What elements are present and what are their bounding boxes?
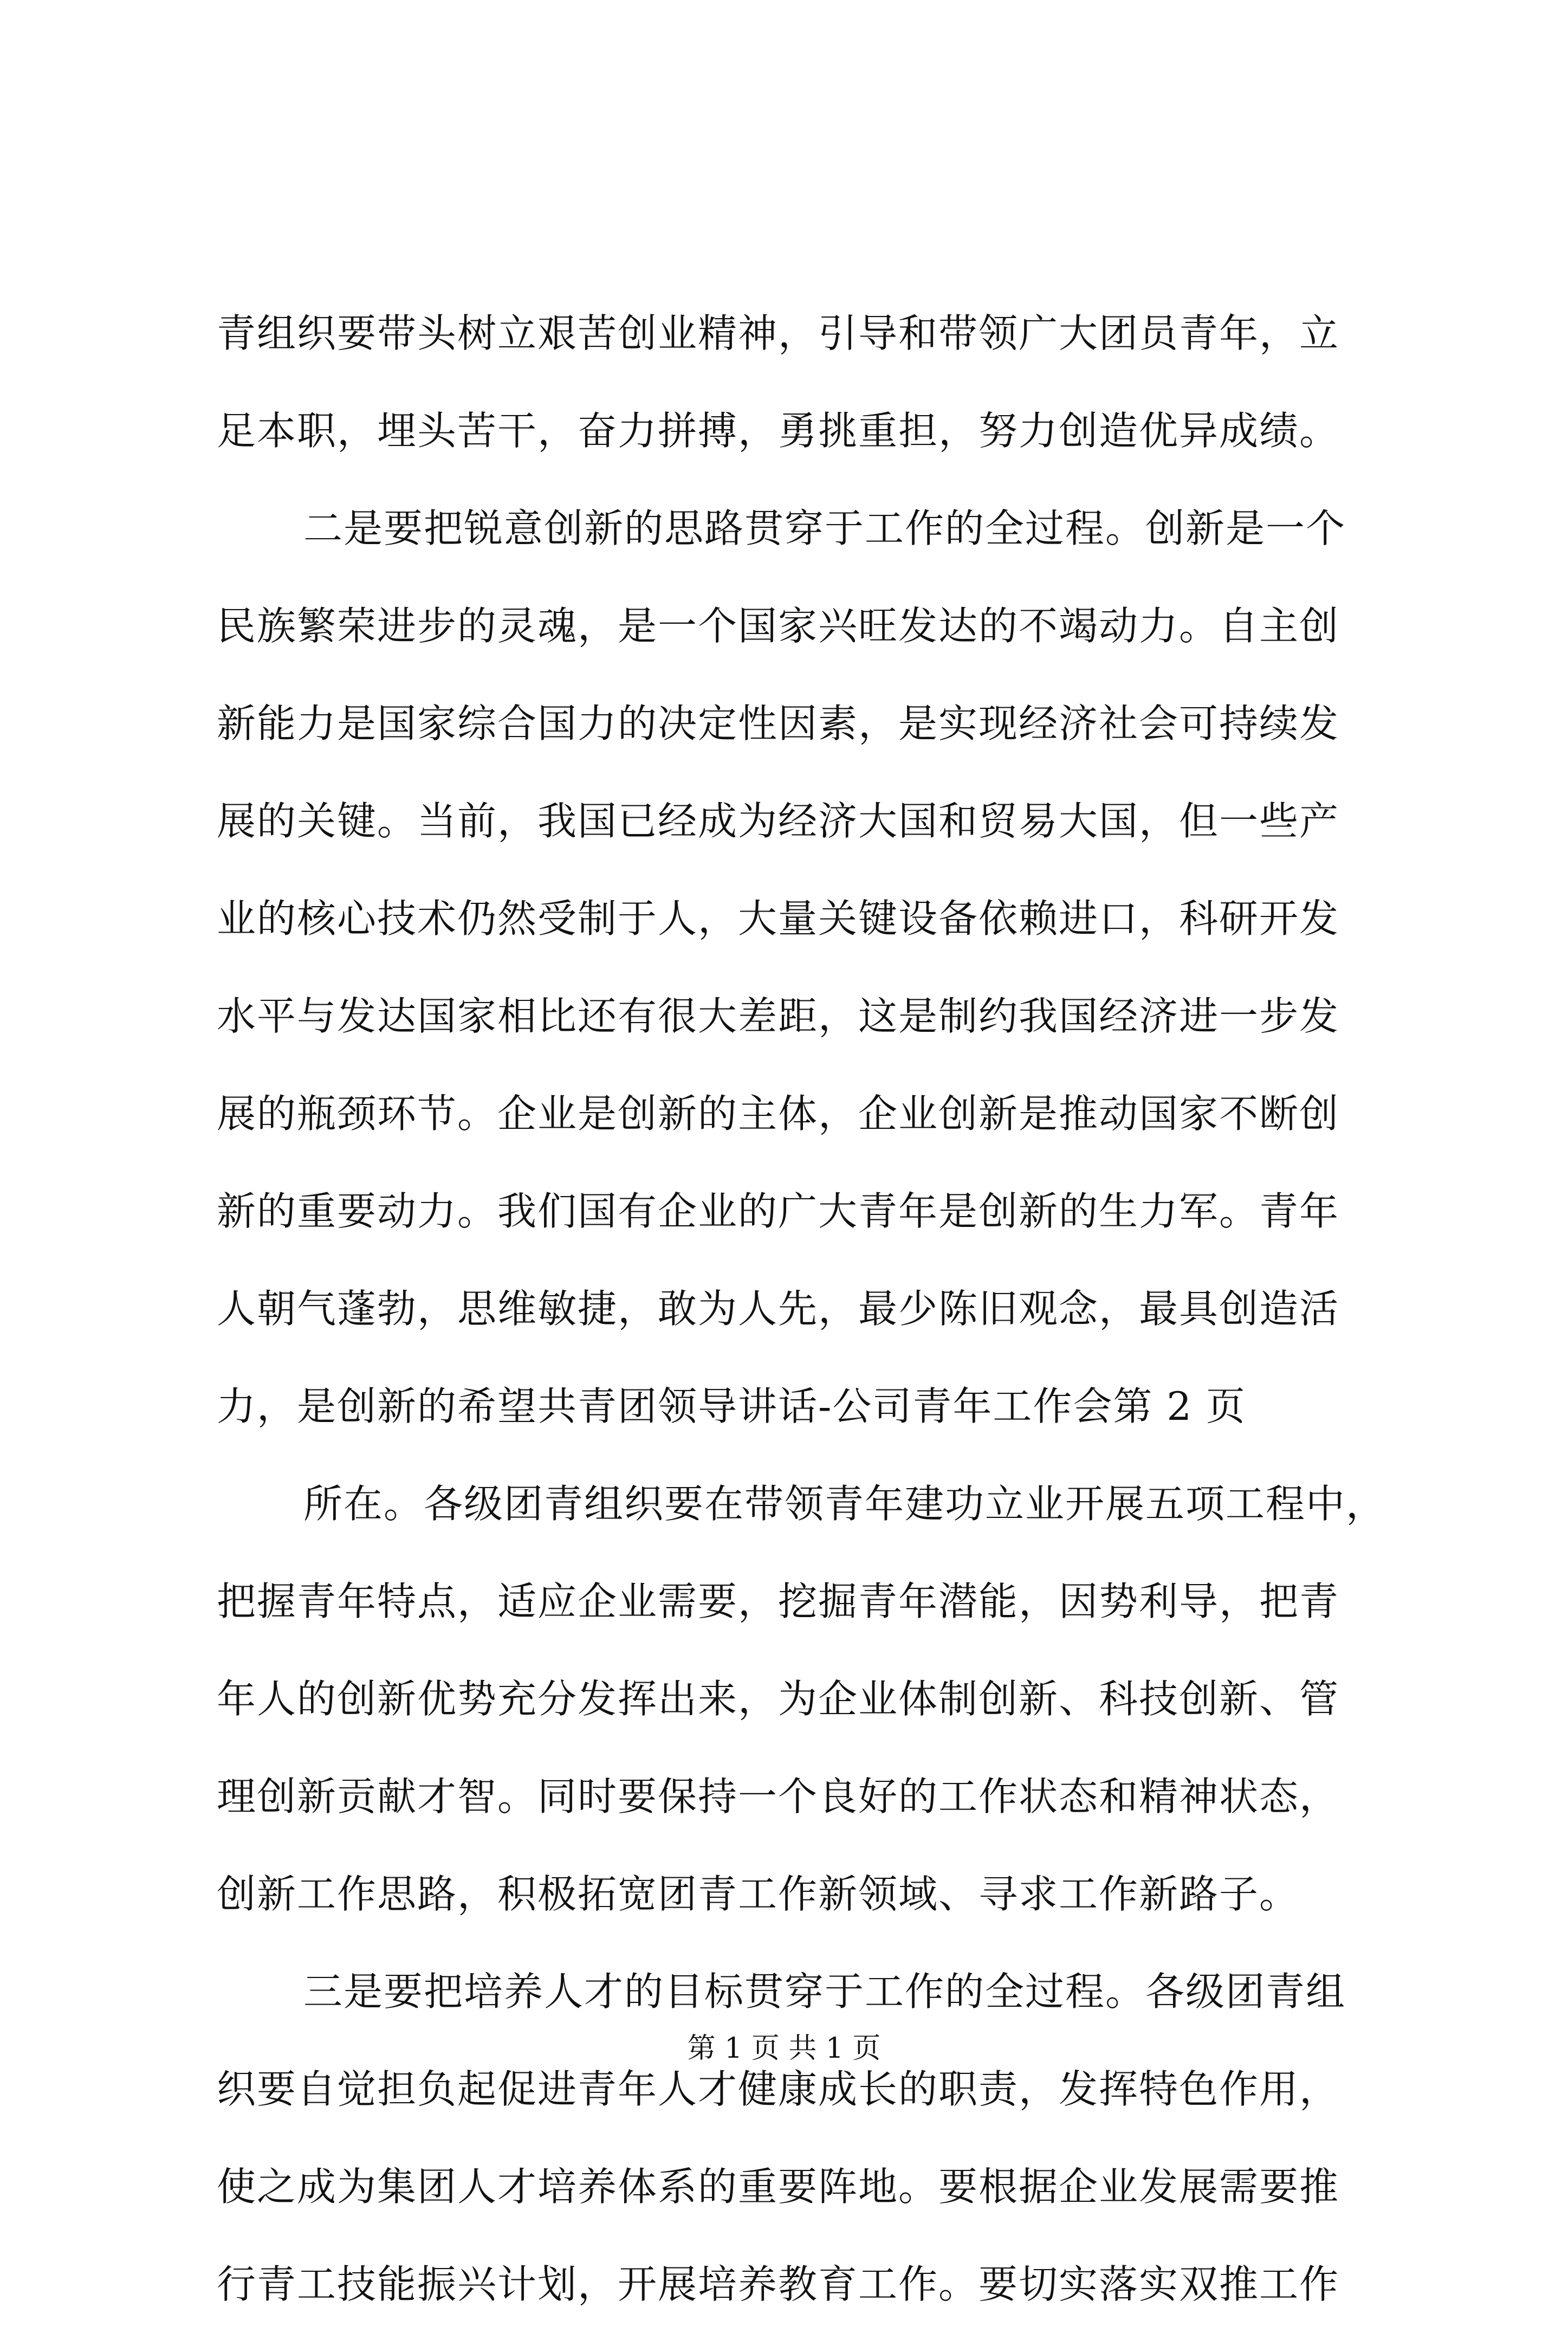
text-line: 水平与发达国家相比还有很大差距，这是制约我国经济进一步发: [217, 993, 1340, 1039]
text-line: 织要自觉担负起促进青年人才健康成长的职责，发挥特色作用，: [217, 2066, 1340, 2112]
text-line: 足本职，埋头苦干，奋力拼搏，勇挑重担，努力创造优异成绩。: [217, 408, 1340, 454]
text-line: 使之成为集团人才培养体系的重要阵地。要根据企业发展需要推: [217, 2164, 1340, 2209]
text-line: 二是要把锐意创新的思路贯穿于工作的全过程。创新是一个: [303, 506, 1346, 551]
text-line: 人朝气蓬勃，思维敏捷，敢为人先，最少陈旧观念，最具创造活: [217, 1286, 1340, 1332]
text-line: 新能力是国家综合国力的决定性因素，是实现经济社会可持续发: [217, 701, 1340, 746]
text-line: 民族繁荣进步的灵魂，是一个国家兴旺发达的不竭动力。自主创: [217, 603, 1340, 649]
text-line: 展的瓶颈环节。企业是创新的主体，企业创新是推动国家不断创: [217, 1091, 1340, 1136]
text-line: 展的关键。当前，我国已经成为经济大国和贸易大国，但一些产: [217, 798, 1340, 844]
text-line: 把握青年特点，适应企业需要，挖掘青年潜能，因势利导，把青: [217, 1579, 1340, 1624]
text-line: 理创新贡献才智。同时要保持一个良好的工作状态和精神状态，: [217, 1774, 1340, 1819]
page-footer: 第 1 页 共 1 页: [687, 2032, 881, 2065]
text-line: 年人的创新优势充分发挥出来，为企业体制创新、科技创新、管: [217, 1676, 1340, 1722]
text-line: 所在。各级团青组织要在带领青年建功立业开展五项工程中，: [303, 1481, 1386, 1527]
text-line: 创新工作思路，积极拓宽团青工作新领域、寻求工作新路子。: [217, 1871, 1300, 1917]
text-line: 力，是创新的希望共青团领导讲话-公司青年工作会第 2 页: [217, 1384, 1246, 1429]
text-line: 新的重要动力。我们国有企业的广大青年是创新的生力军。青年: [217, 1188, 1340, 1234]
text-line: 行青工技能振兴计划，开展培养教育工作。要切实落实双推工作: [217, 2261, 1340, 2307]
text-line: 三是要把培养人才的目标贯穿于工作的全过程。各级团青组: [303, 1969, 1346, 2014]
text-line: 青组织要带头树立艰苦创业精神，引导和带领广大团员青年，立: [217, 311, 1340, 356]
text-line: 业的核心技术仍然受制于人，大量关键设备依赖进口，科研开发: [217, 896, 1340, 941]
body-text: [217, 285, 1386, 2333]
